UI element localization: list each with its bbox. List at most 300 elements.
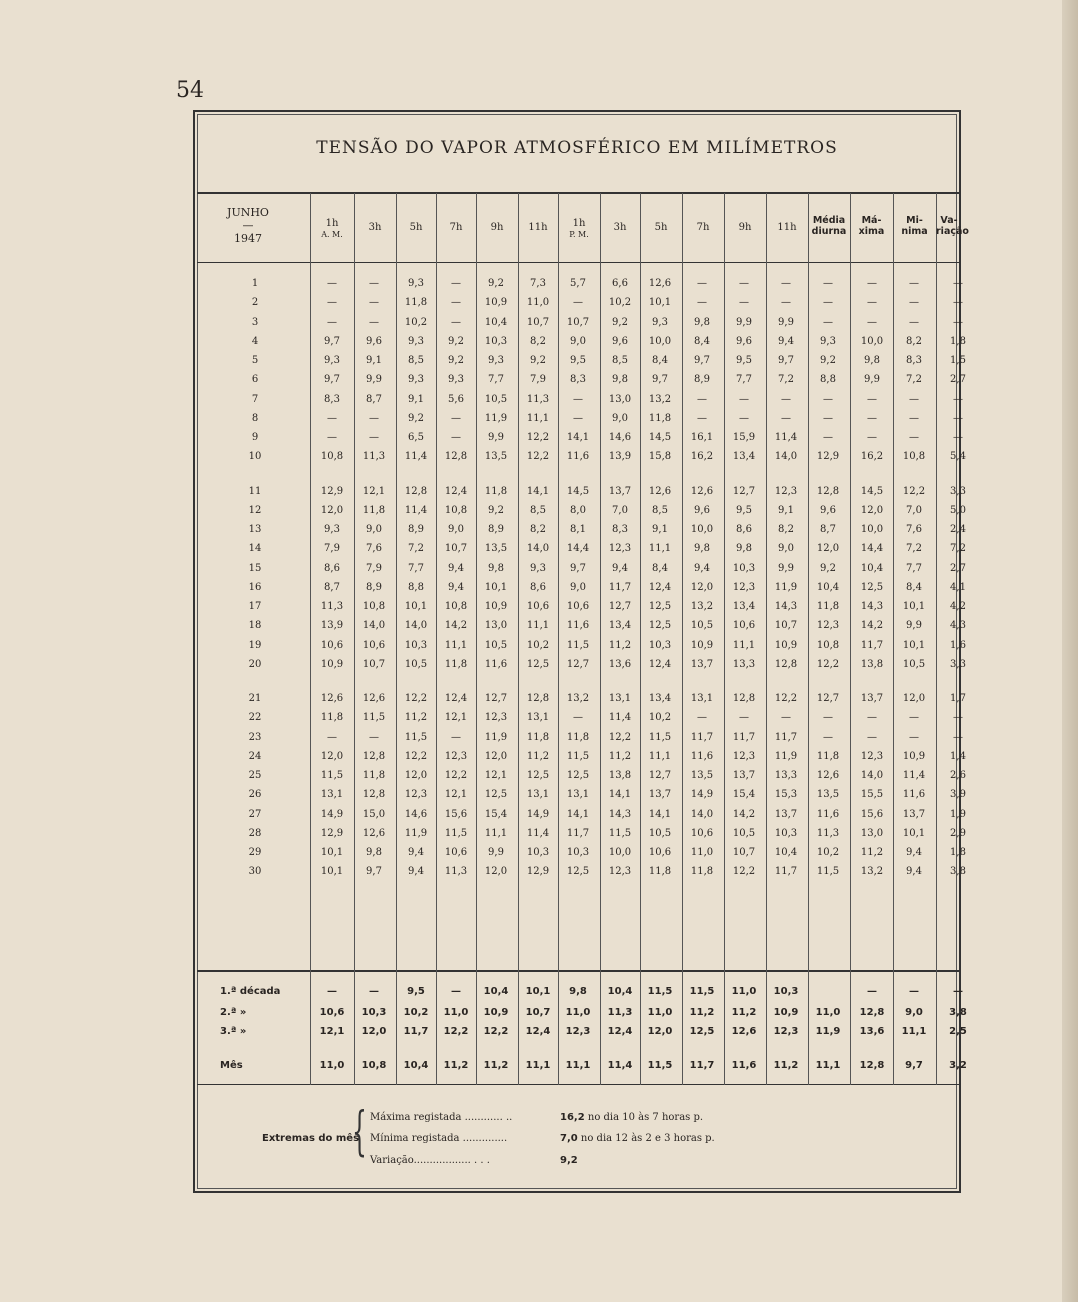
table-cell: 11,2: [404, 712, 428, 724]
table-cell: 9,9: [864, 374, 880, 386]
table-cell: 5,7: [570, 278, 586, 289]
table-cell: 10,6: [526, 601, 550, 612]
table-cell: 8,9: [694, 374, 710, 386]
table-cell: —: [369, 731, 379, 743]
column-header-hour-label: 1h: [325, 218, 339, 229]
table-cell: —: [867, 316, 877, 328]
table-cell: 11,5: [566, 750, 590, 762]
table-cell: 10,6: [732, 620, 756, 632]
table-cell: 9,2: [612, 316, 628, 328]
summary-cell: 11,7: [403, 1026, 429, 1037]
table-cell: 8,7: [366, 393, 382, 405]
day-label: 12: [248, 504, 262, 516]
table-cell: 12,9: [320, 827, 344, 839]
column-header-hour-label: 9h: [490, 222, 504, 233]
table-cell: 9,6: [366, 335, 382, 347]
table-cell: 13,6: [608, 658, 632, 670]
table-cell: 10,5: [404, 658, 428, 670]
table-cell: 11,6: [816, 808, 840, 820]
table-cell: 13,5: [690, 770, 714, 781]
table-cell: 11,1: [648, 750, 672, 762]
table-cell: 9,1: [652, 524, 668, 535]
table-cell: 8,7: [820, 524, 836, 535]
table-cell: 12,2: [404, 750, 428, 762]
table-cell: 9,1: [408, 393, 424, 405]
table-cell: 8,4: [694, 335, 710, 347]
table-cell: —: [781, 393, 791, 405]
extreme-var-value: 9,2: [560, 1155, 578, 1166]
column-header-period: P. M.: [569, 230, 589, 239]
table-cell: 14,6: [404, 808, 428, 820]
table-cell: 9,9: [366, 374, 382, 386]
summary-cell: 3,2: [949, 1060, 967, 1071]
table-cell: 14,5: [648, 432, 672, 443]
table-cell: 6,5: [408, 432, 424, 443]
table-cell: 10,7: [774, 620, 798, 632]
extreme-max-value: 16,2 no dia 10 às 7 horas p.: [560, 1112, 704, 1123]
table-cell: 2,7: [950, 374, 966, 386]
table-cell: —: [369, 316, 379, 328]
table-cell: 10,8: [320, 451, 344, 463]
summary-cell: 10,4: [483, 986, 509, 997]
table-cell: —: [327, 297, 337, 309]
table-cell: 12,3: [732, 581, 756, 593]
table-cell: 12,6: [648, 485, 672, 497]
table-cell: 12,3: [484, 712, 508, 724]
table-cell: 14,4: [860, 543, 884, 555]
table-cell: 11,7: [774, 731, 798, 743]
table-cell: —: [823, 278, 833, 289]
table-cell: 12,4: [648, 581, 672, 593]
table-cell: 15,4: [732, 789, 756, 801]
table-cell: —: [953, 278, 963, 289]
day-label: 10: [248, 451, 262, 463]
table-cell: 15,3: [774, 789, 798, 801]
table-cell: —: [327, 432, 337, 443]
summary-cell: 3,8: [949, 1007, 967, 1018]
summary-cell: 11,1: [901, 1026, 927, 1037]
summary-cell: 12,6: [731, 1026, 757, 1037]
table-cell: 11,6: [484, 658, 508, 670]
table-cell: 10,3: [732, 562, 756, 574]
table-cell: 9,2: [408, 412, 424, 424]
table-cell: 11,5: [320, 770, 344, 781]
table-cell: 8,6: [736, 524, 752, 535]
table-cell: —: [909, 316, 919, 328]
table-cell: 8,1: [570, 524, 586, 535]
summary-cell: 9,0: [905, 1007, 923, 1018]
table-cell: 10,6: [444, 847, 468, 858]
table-cell: —: [451, 432, 461, 443]
table-cell: 3,9: [950, 789, 966, 801]
summary-cell: 11,0: [647, 1007, 673, 1018]
summary-cell: 12,2: [483, 1026, 509, 1037]
table-cell: 9,4: [612, 562, 628, 574]
table-cell: 13,8: [860, 658, 884, 670]
table-cell: 7,7: [408, 562, 424, 574]
day-label: 23: [248, 731, 262, 743]
table-cell: 12,3: [732, 750, 756, 762]
table-cell: —: [781, 297, 791, 309]
table-cell: —: [451, 297, 461, 309]
column-header-hour: [518, 222, 558, 233]
table-cell: 7,0: [906, 504, 922, 516]
column-header-hour: [724, 222, 766, 233]
table-cell: 12,6: [320, 693, 344, 704]
table-cell: 10,2: [648, 712, 672, 724]
table-cell: 12,9: [526, 866, 550, 878]
extreme-var-label: Variação.................. . . .: [370, 1155, 490, 1166]
table-cell: 11,1: [526, 412, 550, 424]
table-cell: 9,0: [778, 543, 794, 555]
table-cell: 9,0: [366, 524, 382, 535]
table-cell: 12,3: [816, 620, 840, 632]
summary-cell: 11,6: [731, 1060, 757, 1071]
summary-cell: 11,2: [689, 1007, 715, 1018]
summary-cell: 2,5: [949, 1026, 967, 1037]
table-cell: 13,7: [902, 808, 926, 820]
table-cell: 13,2: [690, 601, 714, 612]
table-cell: 9,4: [448, 562, 464, 574]
day-label: 30: [248, 866, 262, 878]
summary-cell: 11,2: [773, 1060, 799, 1071]
column-header-hour-label: 7h: [696, 222, 710, 233]
column-header-hour: [640, 222, 682, 233]
table-cell: 12,9: [816, 451, 840, 463]
page-edge: [1062, 0, 1078, 1302]
table-cell: 12,0: [320, 750, 344, 762]
table-cell: —: [327, 731, 337, 743]
table-cell: 12,2: [444, 770, 468, 781]
column-header-hour-label: 7h: [449, 222, 463, 233]
table-cell: 8,0: [570, 504, 586, 516]
table-cell: —: [573, 712, 583, 724]
column-header-hour-label: 11h: [528, 222, 548, 233]
table-cell: 5,0: [950, 504, 966, 516]
table-cell: 8,9: [408, 524, 424, 535]
summary-cell: 11,7: [689, 1060, 715, 1071]
table-cell: 11,5: [362, 712, 386, 724]
table-cell: —: [697, 412, 707, 424]
table-cell: 11,5: [648, 731, 672, 743]
table-cell: —: [451, 316, 461, 328]
table-cell: 10,7: [362, 658, 386, 670]
extremes-label: Extremas do mês: [262, 1133, 360, 1144]
table-cell: 13,7: [774, 808, 798, 820]
table-cell: 9,7: [324, 374, 340, 386]
table-cell: 10,8: [362, 601, 386, 612]
table-cell: 13,7: [608, 485, 632, 497]
table-cell: 10,0: [608, 847, 632, 858]
summary-cell: 11,2: [443, 1060, 469, 1071]
column-header-hour-label: 3h: [368, 222, 382, 233]
day-label: 17: [248, 601, 262, 612]
table-cell: 11,9: [404, 827, 428, 839]
table-cell: 3,8: [950, 866, 966, 878]
table-cell: 9,7: [324, 335, 340, 347]
summary-cell: —: [369, 986, 379, 997]
day-label: 15: [248, 562, 262, 574]
table-cell: 14,0: [774, 451, 798, 463]
table-cell: 11,1: [526, 620, 550, 632]
table-cell: 13,0: [860, 827, 884, 839]
table-cell: 12,0: [404, 770, 428, 781]
table-cell: 15,5: [860, 789, 884, 801]
table-cell: 7,2: [906, 374, 922, 386]
table-cell: 11,7: [566, 827, 590, 839]
table-cell: 11,8: [362, 770, 386, 781]
table-cell: 11,1: [444, 639, 468, 651]
summary-cell: 12,1: [319, 1026, 345, 1037]
table-cell: 11,3: [444, 866, 468, 878]
table-cell: 1,6: [950, 639, 966, 651]
table-cell: 12,6: [362, 693, 386, 704]
table-cell: 11,4: [902, 770, 926, 781]
table-cell: 11,5: [404, 731, 428, 743]
table-cell: 8,4: [906, 581, 922, 593]
table-cell: —: [823, 393, 833, 405]
day-label: 27: [248, 808, 262, 820]
table-cell: 11,2: [608, 750, 632, 762]
table-cell: 11,1: [484, 827, 508, 839]
table-cell: 9,8: [694, 543, 710, 555]
table-cell: —: [953, 316, 963, 328]
table-cell: 12,0: [320, 504, 344, 516]
table-cell: 12,8: [404, 485, 428, 497]
table-cell: 8,3: [324, 393, 340, 405]
table-cell: 10,9: [484, 601, 508, 612]
table-cell: 11,4: [608, 712, 632, 724]
table-cell: 13,7: [732, 770, 756, 781]
table-cell: 9,3: [408, 374, 424, 386]
column-header-hour: [436, 222, 476, 233]
table-cell: 2,9: [950, 827, 966, 839]
table-cell: 7,6: [366, 543, 382, 555]
table-cell: 8,5: [652, 504, 668, 516]
table-cell: 9,1: [778, 504, 794, 516]
summary-cell: 10,8: [361, 1060, 387, 1071]
table-cell: 14,9: [320, 808, 344, 820]
table-cell: 10,3: [484, 335, 508, 347]
table-cell: 10,0: [860, 524, 884, 535]
table-cell: 10,8: [444, 601, 468, 612]
table-cell: 10,0: [690, 524, 714, 535]
table-cell: 10,5: [690, 620, 714, 632]
table-cell: 9,9: [488, 432, 504, 443]
table-cell: 14,2: [444, 620, 468, 632]
table-cell: 8,5: [530, 504, 546, 516]
table-cell: 14,5: [566, 485, 590, 497]
table-cell: —: [909, 731, 919, 743]
table-cell: —: [573, 412, 583, 424]
column-header-hour-label: 5h: [654, 222, 668, 233]
table-cell: 11,5: [566, 639, 590, 651]
summary-cell: 10,3: [361, 1007, 387, 1018]
table-cell: 12,4: [444, 693, 468, 704]
table-cell: 11,8: [816, 750, 840, 762]
table-cell: 9,2: [820, 562, 836, 574]
table-cell: 14,6: [608, 432, 632, 443]
table-cell: 3,3: [950, 485, 966, 497]
header-month-year: [200, 206, 296, 245]
table-cell: —: [369, 412, 379, 424]
table-cell: —: [823, 432, 833, 443]
table-cell: 12,5: [566, 770, 590, 781]
table-cell: 9,9: [778, 562, 794, 574]
table-cell: 11,7: [732, 731, 756, 743]
table-cell: 9,8: [736, 543, 752, 555]
day-label: 2: [251, 297, 259, 309]
table-cell: 7,3: [530, 278, 546, 289]
summary-cell: 12,4: [525, 1026, 551, 1037]
table-cell: 13,4: [648, 693, 672, 704]
table-cell: —: [909, 297, 919, 309]
table-cell: 13,3: [732, 658, 756, 670]
table-cell: 9,7: [778, 355, 794, 366]
table-cell: 14,3: [774, 601, 798, 612]
table-cell: 9,5: [570, 355, 586, 366]
table-cell: 10,1: [648, 297, 672, 309]
table-cell: 14,1: [566, 808, 590, 820]
column-header-hour: [766, 222, 808, 233]
table-cell: 3,3: [950, 658, 966, 670]
table-cell: 12,5: [526, 658, 550, 670]
table-cell: 9,3: [652, 316, 668, 328]
table-cell: —: [867, 412, 877, 424]
table-cell: 9,0: [612, 412, 628, 424]
table-cell: 9,5: [736, 355, 752, 366]
table-cell: 12,8: [444, 451, 468, 463]
table-cell: 10,1: [320, 866, 344, 878]
table-cell: 10,6: [566, 601, 590, 612]
table-cell: 5,6: [448, 393, 464, 405]
day-label: 5: [251, 355, 259, 366]
table-cell: 8,4: [652, 355, 668, 366]
table-cell: 11,6: [566, 451, 590, 463]
table-cell: —: [327, 412, 337, 424]
table-cell: 2,4: [950, 524, 966, 535]
table-cell: —: [953, 297, 963, 309]
table-cell: 9,9: [488, 847, 504, 858]
table-cell: —: [953, 731, 963, 743]
summary-cell: —: [953, 986, 963, 997]
table-cell: 10,5: [732, 827, 756, 839]
column-header-hour-label: 9h: [738, 222, 752, 233]
table-cell: 1,5: [950, 355, 966, 366]
table-cell: —: [451, 412, 461, 424]
header-dash: —: [242, 219, 254, 232]
table-cell: 12,5: [526, 770, 550, 781]
day-label: 16: [248, 581, 262, 593]
table-cell: 11,5: [608, 827, 632, 839]
table-cell: 12,3: [774, 485, 798, 497]
table-cell: 8,7: [324, 581, 340, 593]
column-header-stat-line: Va-: [940, 215, 958, 226]
summary-cell: 11,3: [607, 1007, 633, 1018]
summary-cell: 10,4: [403, 1060, 429, 1071]
table-cell: 11,8: [648, 866, 672, 878]
column-header-stat: [893, 215, 936, 237]
table-cell: 10,6: [362, 639, 386, 651]
table-cell: 10,6: [320, 639, 344, 651]
table-cell: 9,7: [694, 355, 710, 366]
column-header-stat: [808, 215, 850, 237]
table-cell: 10,1: [404, 601, 428, 612]
table-cell: 7,9: [366, 562, 382, 574]
table-cell: 9,6: [694, 504, 710, 516]
extreme-min-label: Mínima registada ..............: [370, 1133, 508, 1144]
table-cell: 13,4: [608, 620, 632, 632]
summary-cell: 11,5: [689, 986, 715, 997]
column-header-stat-line: riação: [936, 226, 969, 237]
column-header-stat-line: Mi-: [906, 215, 923, 226]
table-cell: —: [369, 297, 379, 309]
table-cell: 12,7: [608, 601, 632, 612]
day-label: 19: [248, 639, 262, 651]
table-cell: 11,2: [526, 750, 550, 762]
column-header-hour-label: 5h: [409, 222, 423, 233]
column-header-hour: [310, 218, 354, 240]
table-cell: 11,6: [902, 789, 926, 801]
table-cell: 13,1: [608, 693, 632, 704]
table-cell: 12,8: [774, 658, 798, 670]
table-cell: 14,2: [732, 808, 756, 820]
table-cell: 9,8: [864, 355, 880, 366]
table-cell: 11,3: [816, 827, 840, 839]
table-cell: 12,2: [608, 731, 632, 743]
table-cell: 12,5: [484, 789, 508, 801]
table-cell: 9,3: [820, 335, 836, 347]
table-cell: 12,0: [902, 693, 926, 704]
table-cell: 12,1: [362, 485, 386, 497]
table-cell: 10,4: [816, 581, 840, 593]
table-cell: —: [953, 393, 963, 405]
table-cell: 14,2: [860, 620, 884, 632]
table-cell: 12,0: [816, 543, 840, 555]
table-cell: 12,8: [816, 485, 840, 497]
summary-cell: 11,0: [565, 1007, 591, 1018]
table-cell: 7,6: [906, 524, 922, 535]
table-cell: 13,5: [816, 789, 840, 801]
summary-cell: 10,7: [525, 1007, 551, 1018]
table-cell: 6,6: [612, 278, 628, 289]
table-cell: —: [781, 412, 791, 424]
summary-top-rule: [197, 970, 959, 972]
table-cell: 11,5: [444, 827, 468, 839]
column-header-hour: [600, 222, 640, 233]
table-cell: 7,9: [530, 374, 546, 386]
table-cell: —: [867, 278, 877, 289]
table-cell: 11,8: [816, 601, 840, 612]
table-cell: 9,1: [366, 355, 382, 366]
table-cell: 10,8: [902, 451, 926, 463]
summary-cell: 11,1: [815, 1060, 841, 1071]
day-label: 9: [251, 432, 259, 443]
table-cell: 10,0: [860, 335, 884, 347]
table-cell: 9,8: [366, 847, 382, 858]
table-cell: 8,6: [530, 581, 546, 593]
title-rule: [197, 192, 959, 194]
summary-cell: 12,3: [565, 1026, 591, 1037]
table-cell: —: [739, 297, 749, 309]
table-cell: 15,6: [444, 808, 468, 820]
table-cell: 12,0: [860, 504, 884, 516]
summary-label: 3.ª »: [220, 1026, 247, 1037]
table-cell: —: [327, 278, 337, 289]
table-cell: 12,6: [648, 278, 672, 289]
table-cell: 9,4: [448, 581, 464, 593]
table-cell: 8,2: [906, 335, 922, 347]
